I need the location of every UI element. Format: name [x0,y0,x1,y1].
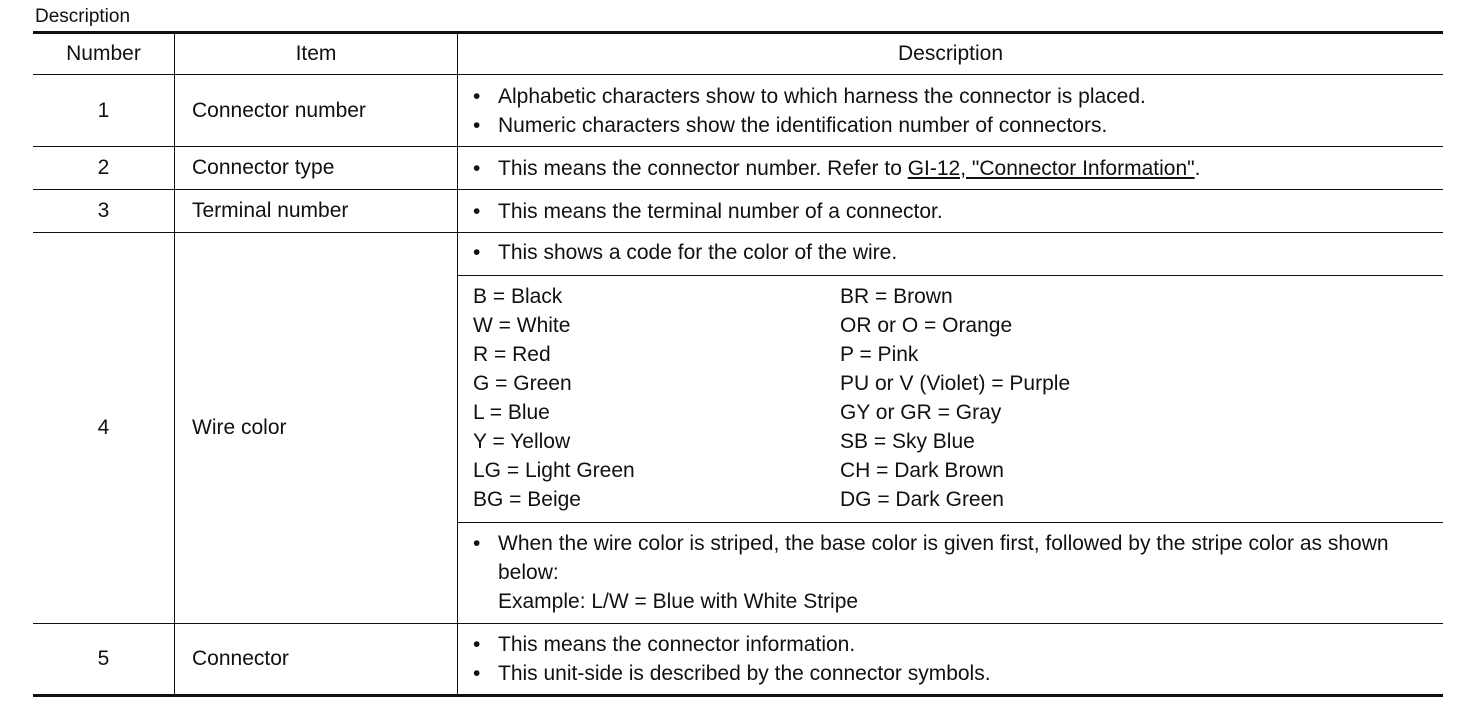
table-row [33,233,1443,624]
header-row [33,33,1443,75]
row-number: 5 [33,624,175,696]
table-caption: Description [35,6,131,27]
color-code: L = Blue [473,400,550,424]
bullet-item [473,529,1443,616]
row-description [458,75,1444,147]
header-number: Number [33,33,175,75]
row-number: 4 [33,233,175,624]
row-item: Connector type [175,147,458,190]
row-description [458,233,1444,624]
bullet-item [473,154,1443,183]
color-code: B = Black [473,284,563,308]
color-code: P = Pink [840,342,919,366]
row-description [458,624,1444,696]
table-row [33,624,1443,696]
header-item: Item [175,33,458,75]
row-number: 2 [33,147,175,190]
description-table [33,31,1443,697]
row-description [458,147,1444,190]
row-item: Connector [175,624,458,696]
bullet-item: • This means the terminal number of a connector. [473,197,1443,226]
stripe-example: Example: L/W = Blue with White Stripe [498,589,859,613]
wire-color-intro [458,234,1443,276]
color-code: G = Green [473,371,572,395]
bullet-item: • This unit-side is described by the connector symbols. [473,659,1443,688]
table-row [33,147,1443,190]
stripe-description: When the wire color is striped, the base color is given first, followed by the stripe color as shown below: [498,531,1389,584]
color-code: GY or GR = Gray [840,400,1002,424]
color-code: R = Red [473,342,551,366]
bullet-item: • This means the connector information. [473,630,1443,659]
color-code: SB = Sky Blue [840,429,975,453]
color-code: BR = Brown [840,284,953,308]
connector-information-link[interactable]: GI-12, "Connector Information" [907,156,1195,180]
row-item: Connector number [175,75,458,147]
row-description [458,190,1444,233]
color-codes-right [840,282,1070,514]
table-row [33,75,1443,147]
wire-color-stripe [458,523,1443,623]
bullet-text-suffix: . [1194,156,1201,180]
color-code: PU or V (Violet) = Purple [840,371,1071,395]
bullet-item: • Alphabetic characters show to which harness the connector is placed. [473,82,1443,111]
bullet-text: This means the connector number. Refer to [498,156,908,180]
table-row [33,190,1443,233]
color-codes-left [473,282,840,514]
row-item: Wire color [175,233,458,624]
row-number: 1 [33,75,175,147]
color-code: DG = Dark Green [840,487,1004,511]
color-code: W = White [473,313,571,337]
bullet-item: • This shows a code for the color of the wire. [473,238,1443,267]
bullet-item: • Numeric characters show the identification number of connectors. [473,111,1443,140]
color-code: CH = Dark Brown [840,458,1004,482]
header-description: Description [458,33,1444,75]
color-code: OR or O = Orange [840,313,1013,337]
row-number: 3 [33,190,175,233]
color-code: Y = Yellow [473,429,571,453]
color-code: LG = Light Green [473,458,635,482]
color-code: BG = Beige [473,487,581,511]
wire-color-codes [458,276,1443,523]
row-item: Terminal number [175,190,458,233]
